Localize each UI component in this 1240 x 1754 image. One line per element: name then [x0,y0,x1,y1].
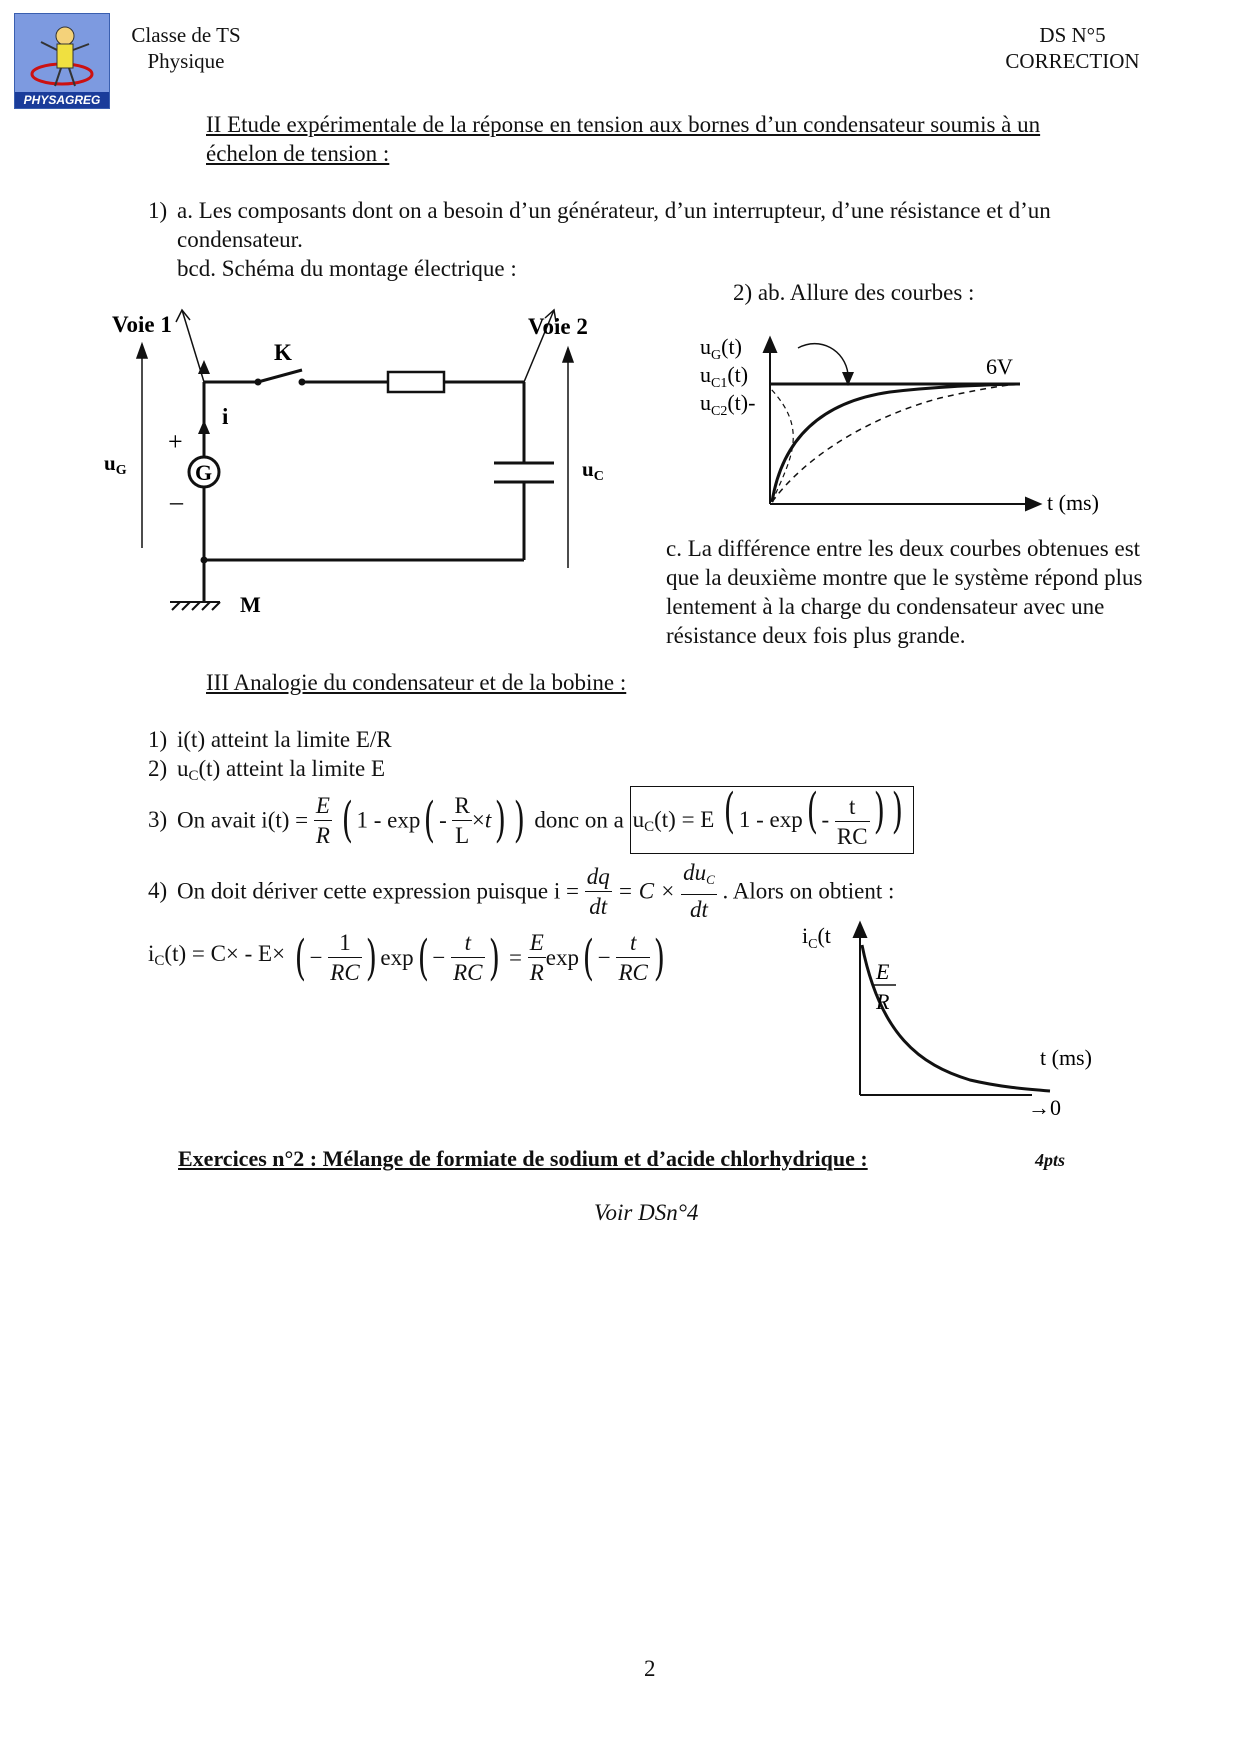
minus-sign: – [170,487,183,516]
q1-number: 1) [148,198,168,223]
uc2-pointer [770,388,793,502]
ic-y-label: $i_C(t$ [802,923,831,952]
section3-title: III Analogie du condensateur et de la bobine : [206,670,627,695]
curves-x-label: t (ms) [1047,490,1099,515]
s3-q1-text: i(t) atteint la limite E/R [177,727,392,752]
fraction-r-over-l: $\frac{R}{L}$ [454,792,470,848]
q2ab-text: 2) ab. Allure des courbes : [733,280,975,305]
q1a-text: a. Les composants dont on a besoin d’un générateur, d’un interrupteur, d’une résistance et d’un condensateur. bcd. Schéma du montage électrique : [177,196,1177,283]
voie1-label: Voie 1 [112,312,172,337]
fraction-1-over-rc: $\frac{1}{RC}$ [330,930,360,985]
ic-x-label: t (ms) [1040,1045,1092,1070]
circuit-diagram [90,300,630,620]
ic-limit-label: →0 [1028,1095,1061,1120]
logo-text: PHYSAGREG [23,93,101,107]
plus-sign: + [168,427,183,456]
header-class: Classe de TS [131,23,241,47]
s3-q4-text: On doit dériver cette expression puisque i = $\frac{dq}{dt}$ = C × $\frac{du_C}{dt}$ . Alors on obtient : [177,860,895,922]
uc1-curve-label: $u_{C1}(t)$ [700,362,749,391]
ic-e-label: E [876,959,890,984]
fraction-dq-dt: $\frac{dq}{dt}$ [586,863,610,919]
voie2-label: Voie 2 [528,314,588,339]
header-correction: CORRECTION [1005,49,1140,73]
ground-label: M [240,592,261,617]
exercise2-note: Voir DSn°4 [594,1200,699,1225]
s3-q3-number: 3) [148,807,168,832]
uc-arrow-icon [563,348,573,568]
ic-r-label: R [876,989,890,1014]
fraction-t-over-rc-1: $\frac{t}{RC}$ [453,930,483,985]
curves-graph [690,330,1120,520]
ic-formula: $i_C(t) = C\times - E\times$ ( − $\frac{1}{RC}$ ) exp( − $\frac{t}{RC}$ ) = $\frac{E}{R}$ exp( − $\frac{t}{RC}$ ) [148,929,665,986]
uc-label: uC [582,457,604,484]
generator-label: G [195,460,213,485]
logo [14,13,110,109]
fraction-t-over-rc-2: $\frac{t}{RC}$ [618,930,648,985]
current-label: i [222,404,229,429]
ug-curve-label: $u_G(t)$ [700,334,742,363]
ug-label: uG [104,451,127,478]
ic-decay-curve [862,945,1050,1091]
header-left [120,22,252,74]
exercise2-title: Exercices n°2 : Mélange de formiate de sodium et d’acide chlorhydrique : [178,1146,868,1171]
current-arrow-icon [198,420,210,434]
pointer-arrow-icon [798,344,854,386]
boxed-result: $u_C(t) = E$ ( 1 - exp( - $\frac{t}{RC}$ ) ) [630,786,914,854]
fraction-t-over-rc: $\frac{t}{RC}$ [836,794,868,850]
header-right [985,22,1160,74]
s3-q1-number: 1) [148,727,168,752]
uc2-curve-label: $u_{C2}(t)-$ [700,390,756,419]
header-subject: Physique [147,49,225,73]
exercise2-points: 4pts [1035,1150,1066,1170]
section2-title: II Etude expérimentale de la réponse en tension aux bornes d’un condensateur soumis à un échelon de tension : [206,112,1041,166]
fraction-e-over-r: $\frac{E}{R}$ [315,792,330,848]
s3-q4-number: 4) [148,878,168,903]
ground-icon [170,602,220,610]
s3-q2-text: $u_C(t)$ atteint la limite E [177,756,386,784]
s3-q3-formula: On avait i(t) = $\frac{E}{R}$ ( 1 - exp( - $\frac{R}{L}$ ×t) ) donc on a $u_C(t) = E$ ( 1 - exp( - $\frac{t}{RC}$ ) ) [177,786,914,856]
fraction-duc-dt: $\frac{du_C}{dt}$ [683,860,715,922]
page-number: 2 [644,1656,656,1681]
q1bcd-text: bcd. Schéma du montage électrique : [177,256,517,281]
s3-q2-number: 2) [148,756,168,781]
uc2-curve [772,384,1016,502]
fraction-e-over-r-2: $\frac{E}{R}$ [529,930,544,985]
uc1-curve [772,384,1016,502]
header-ds-number: DS N°5 [1039,23,1106,47]
q2c-text: c. La différence entre les deux courbes obtenues est que la deuxième montre que le système répond plus lentement à la charge du condensateur avec une résistance deux fois plus grande. [666,536,1143,648]
switch-label: K [274,340,292,365]
ug-arrow-icon [137,344,147,548]
ic-graph [800,915,1120,1125]
level-6v-label: 6V [986,354,1013,379]
